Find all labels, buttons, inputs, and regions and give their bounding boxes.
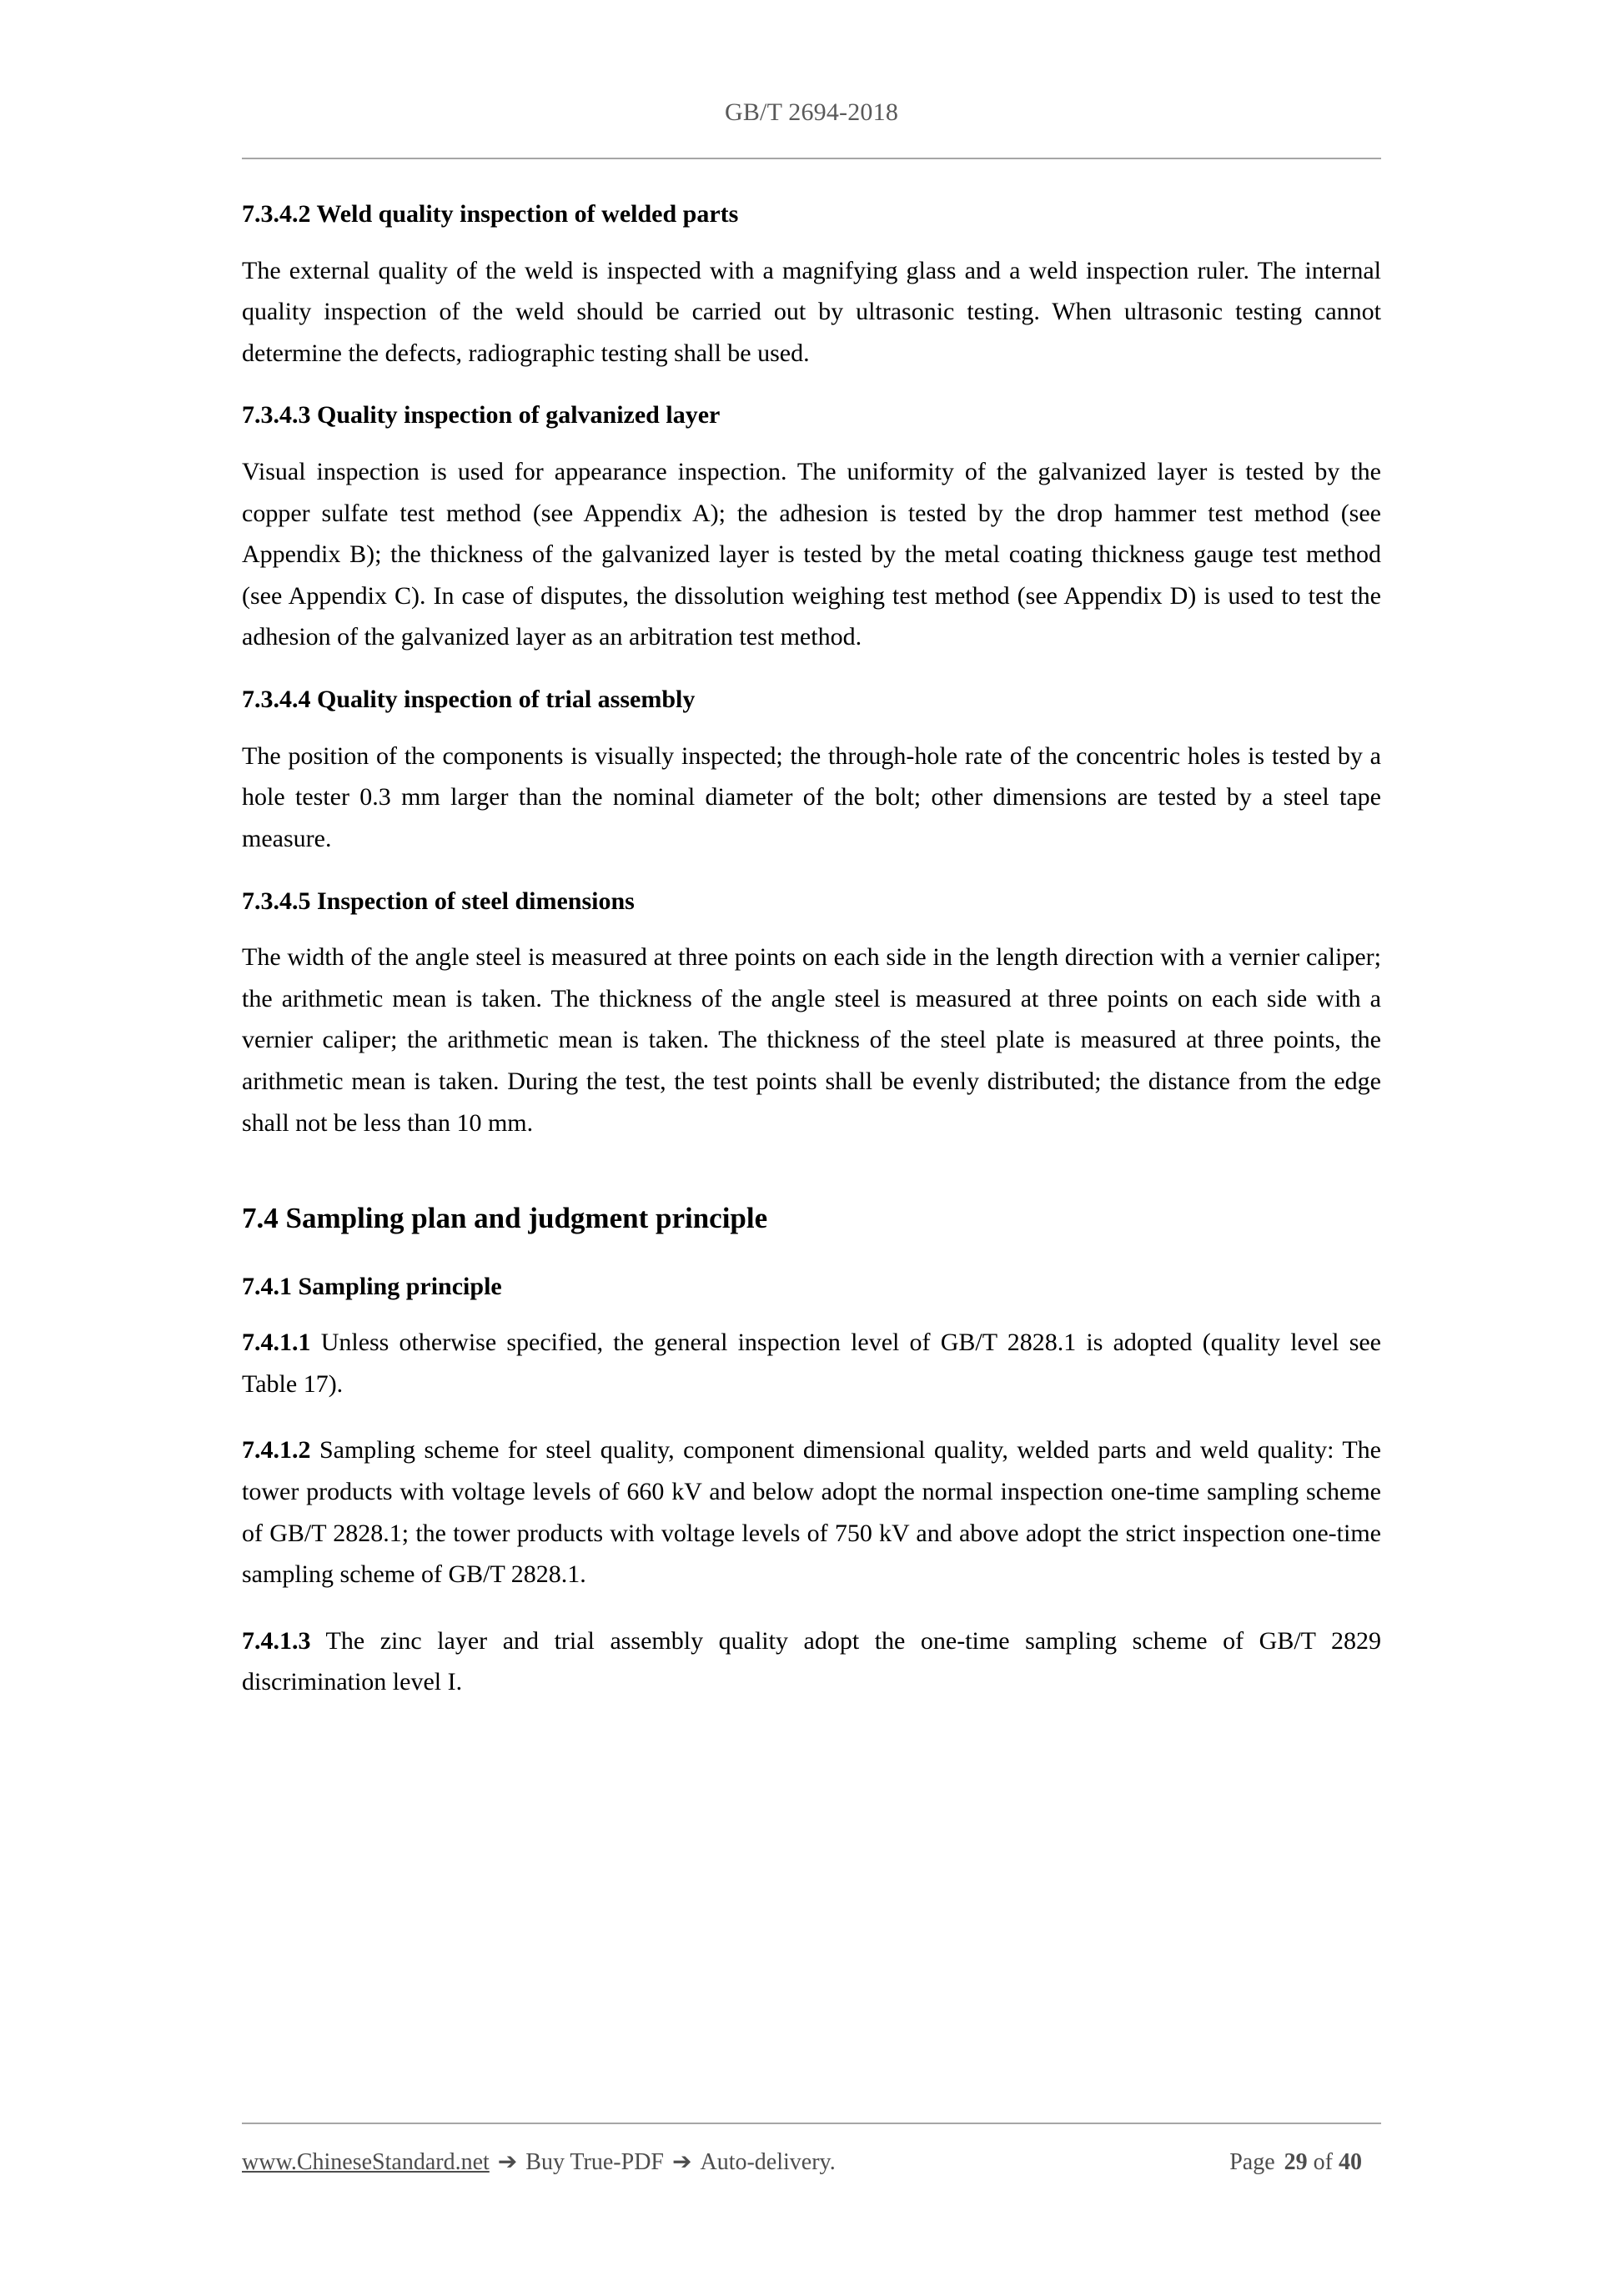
total-page-number: 40 [1339, 2149, 1362, 2175]
page-footer [242, 2123, 1381, 2176]
clause-number-7-4-1-3: 7.4.1.3 [242, 1626, 311, 1655]
paragraph-7-3-4-5: The width of the angle steel is measured at three points on each side in the length direction with a vernier caliper; the arithmetic mean is taken. The thickness of the angle steel is measured at three points on each side with a vernier caliper; the arithmetic mean is taken. The thickness of the steel plate is measured at three points, the arithmetic mean is taken. During the test, the test points shall be evenly distributed; the distance from the edge shall not be less than 10 mm. [242, 943, 1381, 1137]
clause-text-7-4-1-2: Sampling scheme for steel quality, component dimensional quality, welded parts and weld quality: The tower products with voltage levels of 660 kV and below adopt the normal inspection one-time sampling scheme of GB/T 2828.1; the tower products with voltage levels of 750 kV and above adopt the strict inspection one-time sampling scheme of GB/T 2828.1. [242, 1436, 1381, 1589]
clause-text-7-4-1-3: The zinc layer and trial assembly quality adopt the one-time sampling scheme of GB/T 2829 discrimination level I. [242, 1626, 1381, 1696]
document-body [242, 166, 1381, 1703]
footer-promo-group [242, 2148, 836, 2176]
of-label: of [1313, 2149, 1333, 2175]
footer-divider [242, 2123, 1381, 2124]
spacer [242, 860, 1381, 885]
running-header [242, 0, 1381, 127]
heading-7-3-4-5: 7.3.4.5 Inspection of steel dimensions [242, 887, 635, 915]
buy-true-pdf-label: Buy True-PDF [525, 2149, 664, 2175]
paragraph-7-4-1-2 [242, 1429, 1381, 1595]
heading-7-3-4-4: 7.3.4.4 Quality inspection of trial assembly [242, 686, 696, 714]
paragraph-7-4-1-3 [242, 1620, 1381, 1703]
page-label: Page [1229, 2149, 1275, 2175]
auto-delivery-label: Auto-delivery. [700, 2149, 836, 2175]
heading-7-3-4-2: 7.3.4.2 Weld quality inspection of welded parts [242, 200, 739, 228]
heading-7-4-1: 7.4.1 Sampling principle [242, 1272, 502, 1300]
paragraph-7-3-4-2: The external quality of the weld is inspected with a magnifying glass and a weld inspection ruler. The internal quality inspection of the weld should be carried out by ultrasonic testing. When ultrasonic testing cannot determine the defects, radiographic testing shall be used. [242, 256, 1381, 367]
heading-7-4: 7.4 Sampling plan and judgment principle [242, 1202, 768, 1235]
clause-number-7-4-1-1: 7.4.1.1 [242, 1329, 311, 1356]
spacer [242, 658, 1381, 683]
spacer [242, 1304, 1381, 1322]
footer-row [242, 2148, 1381, 2176]
spacer [242, 1404, 1381, 1429]
paragraph-7-4-1-1 [242, 1322, 1381, 1404]
header-divider [242, 158, 1381, 159]
spacer [242, 1238, 1381, 1270]
arrow-right-icon: ➔ [497, 2149, 518, 2175]
arrow-right-icon-2: ➔ [672, 2149, 692, 2175]
clause-text-7-4-1-1: Unless otherwise specified, the general inspection level of GB/T 2828.1 is adopted (quality level see Table 17). [242, 1329, 1381, 1398]
page-number-group [1229, 2149, 1368, 2176]
spacer [242, 1595, 1381, 1620]
heading-7-3-4-3: 7.3.4.3 Quality inspection of galvanized layer [242, 401, 721, 430]
spacer [242, 374, 1381, 399]
spacer [242, 918, 1381, 937]
spacer [242, 1143, 1381, 1198]
page-content [242, 0, 1381, 1703]
clause-number-7-4-1-2: 7.4.1.2 [242, 1436, 311, 1465]
paragraph-7-3-4-4: The position of the components is visually inspected; the through-hole rate of the concentric holes is tested by a hole tester 0.3 mm larger than the nominal diameter of the bolt; other dimensions are tested by a steel tape measure. [242, 741, 1381, 852]
spacer [242, 232, 1381, 250]
paragraph-7-3-4-3: Visual inspection is used for appearance inspection. The uniformity of the galvanized layer is tested by the copper sulfate test method (see Appendix A); the adhesion is tested by the drop hammer test method (see Appendix B); the thickness of the galvanized layer is tested by the metal coating thickness gauge test method (see Appendix C). In case of disputes, the dissolution weighing test method (see Appendix D) is used to test the adhesion of the galvanized layer as an arbitration test method. [242, 457, 1381, 651]
spacer [242, 717, 1381, 736]
chinesestandard-link[interactable]: www.ChineseStandard.net [242, 2149, 490, 2175]
current-page-number: 29 [1284, 2149, 1308, 2175]
spacer [242, 433, 1381, 451]
standard-id: GB/T 2694-2018 [724, 98, 899, 126]
